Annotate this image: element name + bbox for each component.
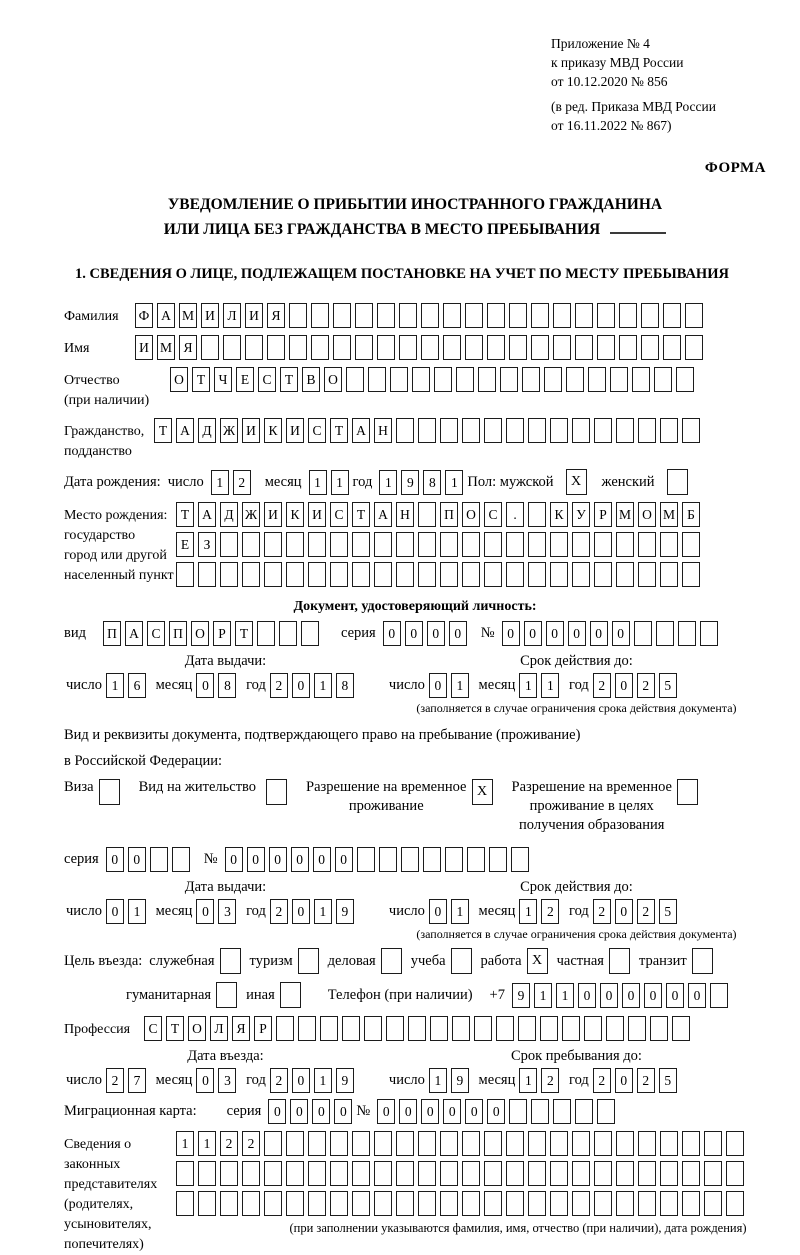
citizenship-cells[interactable]: Т А Д Ж И К И С Т А Н <box>154 418 704 443</box>
surname-label: Фамилия <box>64 309 119 324</box>
identity-doc-dates <box>64 653 766 716</box>
legal-reps-section <box>64 1131 766 1255</box>
visit-purpose-row1 <box>64 948 766 974</box>
temp-permit-label: Разрешение на временное проживание <box>306 779 467 814</box>
residence-doc-series-row <box>64 847 766 872</box>
month-label: месяц <box>478 902 516 919</box>
stay-title: Срок пребывания до: <box>510 1048 642 1064</box>
expiry-title: Срок действия до: <box>520 653 633 669</box>
option-visa <box>64 778 125 805</box>
day-label: число <box>388 902 425 919</box>
purpose-work-checkbox[interactable]: X <box>527 948 548 974</box>
sex-female-label: женский <box>601 473 655 490</box>
birth-place-label: Место рождения: государство город или другой населенный пункт <box>64 508 174 583</box>
day-label: число <box>66 1071 102 1088</box>
birth-place-cells <box>176 502 704 592</box>
stay-until-block <box>387 1048 766 1093</box>
residence-expiry-block <box>387 879 766 942</box>
identity-expiry-block <box>387 653 766 716</box>
appendix-line: к приказу МВД России <box>551 55 684 70</box>
purpose-study: учеба <box>411 948 477 974</box>
expiry-month-cells[interactable]: 1 2 <box>519 899 563 924</box>
form-title <box>64 192 766 242</box>
residence-doc-dates <box>64 879 766 942</box>
issue-year-cells[interactable]: 2 0 1 8 <box>270 673 358 698</box>
option-temp-permit <box>306 778 497 816</box>
form-label: ФОРМА <box>704 160 766 176</box>
doc-number-cells[interactable]: 0 0 0 0 0 0 <box>502 621 722 646</box>
phone-cells[interactable]: 9 1 1 0 0 0 0 0 0 <box>512 983 732 1008</box>
field-birth-place <box>64 502 766 592</box>
doc-number-label: № <box>480 625 495 641</box>
purpose-humanitarian: гуманитарная <box>126 982 242 1008</box>
year-label: год <box>568 1071 589 1088</box>
day-label: число <box>388 1071 425 1088</box>
year-label: год <box>246 676 266 693</box>
field-patronymic <box>64 367 766 411</box>
identity-doc-heading: Документ, удостоверяющий личность: <box>293 599 537 614</box>
field-surname <box>64 303 766 328</box>
purpose-commercial-checkbox[interactable] <box>381 948 402 974</box>
residence-permit-checkbox[interactable] <box>266 779 287 805</box>
purpose-transit-checkbox[interactable] <box>692 948 713 974</box>
migration-card-label: Миграционная карта: <box>64 1103 197 1119</box>
birth-place-row3[interactable] <box>176 562 704 587</box>
purpose-tourism: туризм <box>250 948 324 974</box>
purpose-transit: транзит <box>639 948 718 974</box>
purpose-label: Цель въезда: <box>64 952 143 969</box>
purpose-private: частная <box>557 948 635 974</box>
legal-reps-row2[interactable] <box>176 1161 748 1186</box>
migration-number-label: № <box>356 1103 371 1119</box>
migration-card-row <box>64 1099 766 1124</box>
expiry-note: (заполняется в случае ограничения срока действия документа) <box>416 701 737 715</box>
visit-purpose-row2 <box>126 982 766 1008</box>
year-label: год <box>568 676 589 693</box>
patronymic-label: Отчество (при наличии) <box>64 373 150 408</box>
phone-prefix: +7 <box>489 986 505 1003</box>
legal-reps-cells <box>176 1131 748 1236</box>
purpose-work: работа X <box>481 948 553 974</box>
month-label: месяц <box>155 1071 193 1088</box>
issue-month-cells[interactable]: 0 8 <box>196 673 240 698</box>
purpose-private-checkbox[interactable] <box>609 948 630 974</box>
field-citizenship <box>64 418 766 462</box>
option-residence-permit <box>139 778 292 805</box>
purpose-humanitarian-checkbox[interactable] <box>216 982 237 1008</box>
birth-month-cells[interactable]: 1 1 <box>309 470 353 495</box>
stay-year-cells[interactable]: 2 0 2 5 <box>593 1068 681 1093</box>
purpose-business-checkbox[interactable] <box>220 948 241 974</box>
phone-label: Телефон (при наличии) <box>327 986 473 1003</box>
entry-month-cells[interactable]: 0 3 <box>196 1068 240 1093</box>
month-label: месяц <box>155 902 193 919</box>
revision-line: (в ред. Приказа МВД России <box>551 99 716 114</box>
profession-cells[interactable]: С Т О Л Я Р <box>144 1016 694 1041</box>
residence-number-cells[interactable]: 0 0 0 0 0 0 <box>225 847 533 872</box>
issue-year-cells[interactable]: 2 0 1 9 <box>270 899 358 924</box>
entry-title: Дата въезда: <box>187 1048 264 1064</box>
birth-day-label: число <box>167 473 204 490</box>
issue-day-cells[interactable]: 1 6 <box>106 673 150 698</box>
field-profession <box>64 1016 766 1041</box>
sex-male-checkbox[interactable]: X <box>566 469 587 495</box>
revision-line: от 16.11.2022 № 867) <box>551 118 672 133</box>
day-label: число <box>66 902 102 919</box>
identity-issue-block <box>64 653 387 716</box>
form-title-line2: ИЛИ ЛИЦА БЕЗ ГРАЖДАНСТВА В МЕСТО ПРЕБЫВАНИЯ <box>64 217 766 242</box>
doc-series-cells[interactable]: 0 0 0 0 <box>383 621 471 646</box>
appendix-line: от 10.12.2020 № 856 <box>551 74 668 89</box>
sex-female-checkbox[interactable] <box>667 469 688 495</box>
residence-doc-intro: Вид и реквизиты документа, подтверждающего право на пребывание (проживание) в Российской Федерации: <box>64 727 581 769</box>
surname-cells[interactable]: Ф А М И Л И Я <box>135 303 707 328</box>
entry-year-cells[interactable]: 2 0 1 9 <box>270 1068 358 1093</box>
residence-issue-block <box>64 879 387 942</box>
residence-doc-options <box>64 778 766 835</box>
legal-reps-row1[interactable]: 1 1 2 2 <box>176 1131 748 1156</box>
residence-number-label: № <box>203 851 218 867</box>
expiry-year-cells[interactable]: 2 0 2 5 <box>593 899 681 924</box>
appendix-block <box>551 34 766 178</box>
doc-series-label: серия <box>340 625 376 641</box>
edu-permit-label: Разрешение на временное проживание в целях получения образования <box>511 779 672 833</box>
purpose-tourism-checkbox[interactable] <box>298 948 319 974</box>
issue-day-cells[interactable]: 0 1 <box>106 899 150 924</box>
sex-male-label: Пол: мужской <box>467 473 554 490</box>
doc-type-label: вид <box>64 625 86 641</box>
migration-number-cells[interactable]: 0 0 0 0 0 0 <box>377 1099 619 1124</box>
migration-series-cells[interactable]: 0 0 0 0 <box>268 1099 356 1124</box>
issue-title: Дата выдачи: <box>184 879 267 895</box>
birth-year-label: год <box>352 473 373 490</box>
birth-date-label: Дата рождения: <box>64 473 161 490</box>
residence-permit-label: Вид на жительство <box>138 779 257 795</box>
month-label: месяц <box>478 1071 516 1088</box>
birth-month-label: месяц <box>264 473 302 490</box>
option-edu-permit <box>512 778 703 835</box>
month-label: месяц <box>478 676 516 693</box>
visa-checkbox[interactable] <box>99 779 120 805</box>
given-name-label: Имя <box>64 341 90 356</box>
expiry-note: (заполняется в случае ограничения срока действия документа) <box>416 927 737 941</box>
year-label: год <box>568 902 589 919</box>
temp-permit-checkbox[interactable]: X <box>472 779 493 805</box>
purpose-commercial: деловая <box>328 948 407 974</box>
issue-month-cells[interactable]: 0 3 <box>196 899 240 924</box>
form-title-line1: УВЕДОМЛЕНИЕ О ПРИБЫТИИ ИНОСТРАННОГО ГРАЖДАНИНА <box>167 196 663 213</box>
purpose-business: служебная <box>149 948 245 974</box>
stay-day-cells[interactable]: 1 9 <box>429 1068 473 1093</box>
given-name-cells[interactable]: И М Я <box>135 335 707 360</box>
expiry-year-cells[interactable]: 2 0 2 5 <box>593 673 681 698</box>
profession-label: Профессия <box>64 1022 131 1037</box>
legal-reps-row3[interactable] <box>176 1191 748 1216</box>
legal-reps-note: (при заполнении указываются фамилия, имя, отчество (при наличии), дата рождения) <box>289 1221 747 1235</box>
month-label: месяц <box>155 676 193 693</box>
residence-series-cells[interactable]: 0 0 <box>106 847 194 872</box>
citizenship-label: Гражданство, подданство <box>64 424 145 459</box>
migration-series-label: серия <box>226 1103 262 1119</box>
field-birth-date <box>64 469 766 495</box>
patronymic-cells[interactable]: О Т Ч Е С Т В О <box>170 367 698 392</box>
year-label: год <box>246 1071 266 1088</box>
legal-reps-label: Сведения о законных представителях (родителях, усыновителях, попечителях) <box>64 1137 158 1252</box>
stay-month-cells[interactable]: 1 2 <box>519 1068 563 1093</box>
title-blank-underline <box>610 229 666 234</box>
purpose-study-checkbox[interactable] <box>451 948 472 974</box>
identity-doc-row <box>64 621 766 646</box>
birth-place-row2[interactable]: Е З <box>176 532 704 557</box>
expiry-day-cells[interactable]: 0 1 <box>429 673 473 698</box>
birth-place-row1[interactable]: Т А Д Ж И К И С Т А Н П О С . К У Р М О М Б <box>176 502 704 527</box>
year-label: год <box>246 902 266 919</box>
doc-type-cells[interactable]: П А С П О Р Т <box>103 621 323 646</box>
entry-date-block <box>64 1048 387 1093</box>
expiry-month-cells[interactable]: 1 1 <box>519 673 563 698</box>
field-given-name <box>64 335 766 360</box>
residence-series-label: серия <box>64 851 99 867</box>
birth-day-cells[interactable]: 1 2 <box>211 470 255 495</box>
edu-permit-checkbox[interactable] <box>677 779 698 805</box>
visa-label: Виза <box>64 779 94 795</box>
expiry-title: Срок действия до: <box>520 879 633 895</box>
day-label: число <box>66 676 102 693</box>
purpose-other: иная <box>246 982 306 1008</box>
day-label: число <box>388 676 425 693</box>
issue-title: Дата выдачи: <box>184 653 267 669</box>
entry-stay-dates <box>64 1048 766 1093</box>
purpose-other-checkbox[interactable] <box>280 982 301 1008</box>
appendix-line: Приложение № 4 <box>551 36 650 51</box>
birth-year-cells[interactable]: 1 9 8 1 <box>379 470 467 495</box>
section1-heading: 1. СВЕДЕНИЯ О ЛИЦЕ, ПОДЛЕЖАЩЕМ ПОСТАНОВКЕ НА УЧЕТ ПО МЕСТУ ПРЕБЫВАНИЯ <box>75 266 729 282</box>
entry-day-cells[interactable]: 2 7 <box>106 1068 150 1093</box>
expiry-day-cells[interactable]: 0 1 <box>429 899 473 924</box>
